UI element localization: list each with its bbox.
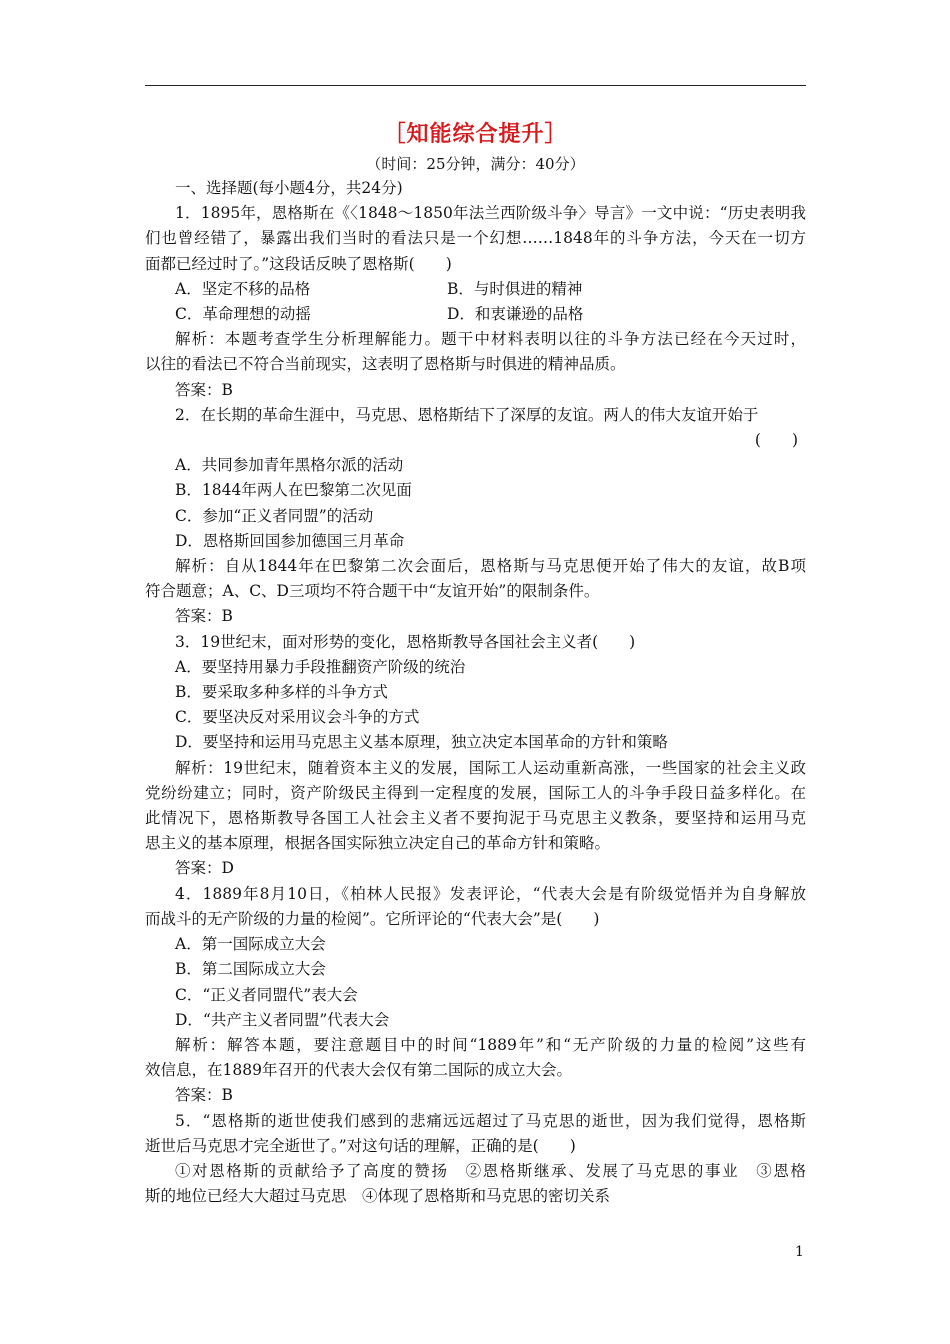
question-1 (145, 201, 806, 403)
q1-options-row (145, 277, 806, 302)
q1-stem-line: 面都已经过时了。”这段话反映了恩格斯( ) (145, 254, 452, 273)
q5-stem-line: 逝世后马克思才完全逝世了。”对这句话的理解，正确的是( ) (145, 1136, 576, 1155)
q4-explanation-line: 效信息，在1889年召开的代表大会仅有第二国际的成立大会。 (145, 1061, 572, 1080)
header-rule (145, 85, 806, 86)
q1-stem-line: 们也曾经错了，暴露出我们当时的看法只是一个幻想……1848年的斗争方法，今天在一切方 (145, 229, 806, 248)
question-2 (145, 403, 806, 630)
q4-explanation-line: 解析：解答本题，要注意题目中的时间“1889年”和“无产阶级的力量的检阅”这些有 (175, 1035, 806, 1054)
q2-stem-line: 2．在长期的革命生涯中，马克思、恩格斯结下了深厚的友谊。两人的伟大友谊开始于 (175, 405, 759, 424)
q5-statements-line: 斯的地位已经大大超过马克思 ④体现了恩格斯和马克思的密切关系 (145, 1187, 611, 1206)
q4-stem-line: 4．1889年8月10日，《柏林人民报》发表评论，“代表大会是有阶级觉悟并为自身解放 (175, 884, 806, 903)
question-3 (145, 630, 806, 882)
q1-options-row (145, 302, 806, 327)
q3-option-b: B．要采取多种多样的斗争方式 (175, 683, 388, 702)
q4-option-c: C．“正义者同盟代”表大会 (175, 985, 358, 1004)
question-5 (145, 1109, 806, 1210)
q2-option-b: B．1844年两人在巴黎第二次见面 (175, 481, 412, 500)
q1-option-c: C．革命理想的动摇 (175, 305, 311, 324)
page-title: ［知能综合提升］ (383, 121, 568, 147)
q3-explanation-line: 思主义的基本原理，根据各国实际独立决定自己的革命方针和策略。 (145, 834, 611, 853)
q3-explanation-line: 党纷纷建立；同时，资产阶级民主得到一定程度的发展，国际工人的斗争手段日益多样化。在 (145, 783, 806, 802)
section-heading: 一、选择题(每小题4分，共24分) (175, 179, 403, 197)
time-score-note: （时间：25分钟，满分：40分） (366, 155, 585, 173)
q3-explanation-line: 此情况下，恩格斯教导各国工人社会主义者不要拘泥于马克思主义教条，要坚持和运用马克 (145, 809, 806, 828)
q2-explanation-line: 解析：自从1844年在巴黎第二次会面后，恩格斯与马克思便开始了伟大的友谊，故B项 (175, 557, 806, 576)
q2-option-d: D．恩格斯回国参加德国三月革命 (175, 531, 405, 550)
q2-option-c: C．参加“正义者同盟”的活动 (175, 506, 374, 525)
q1-answer: 答案：B (175, 380, 233, 399)
q3-answer: 答案：D (175, 859, 234, 878)
q5-statements-line: ①对恩格斯的贡献给予了高度的赞扬 ②恩格斯继承、发展了马克思的事业 ③恩格 (175, 1161, 806, 1180)
q3-option-a: A．要坚持用暴力手段推翻资产阶级的统治 (175, 657, 466, 676)
q1-option-d: D．和衷谦逊的品格 (447, 305, 584, 324)
q1-stem-line: 1．1895年，恩格斯在《〈1848～1850年法兰西阶级斗争〉导言》一文中说：“历史表明我 (175, 204, 806, 223)
q4-option-a: A．第一国际成立大会 (175, 935, 326, 954)
question-4 (145, 882, 806, 1109)
page-content (145, 118, 806, 1209)
q4-stem-line: 而战斗的无产阶级的力量的检阅”。它所评论的“代表大会”是( ) (145, 909, 600, 928)
q3-explanation-line: 解析：19世纪末，随着资本主义的发展，国际工人运动重新高涨，一些国家的社会主义政 (175, 758, 806, 777)
page-number: 1 (795, 1244, 804, 1260)
q1-option-b: B．与时俱进的精神 (447, 279, 583, 298)
q4-answer: 答案：B (175, 1086, 233, 1105)
q4-option-d: D．“共产主义者同盟”代表大会 (175, 1010, 390, 1029)
q2-option-a: A．共同参加青年黑格尔派的活动 (175, 456, 404, 475)
q1-option-a: A．坚定不移的品格 (175, 279, 311, 298)
q2-explanation-line: 符合题意；A、C、D三项均不符合题干中“友谊开始”的限制条件。 (145, 582, 600, 601)
q4-option-b: B．第二国际成立大会 (175, 960, 326, 979)
q5-stem-line: 5．“恩格斯的逝世使我们感到的悲痛远远超过了马克思的逝世，因为我们觉得，恩格斯 (175, 1111, 806, 1130)
q3-option-d: D．要坚持和运用马克思主义基本原理，独立决定本国革命的方针和策略 (175, 733, 668, 752)
q1-explanation-line: 解析：本题考查学生分析理解能力。题干中材料表明以往的斗争方法已经在今天过时， (175, 330, 806, 349)
q2-answer: 答案：B (175, 607, 233, 626)
q2-answer-blank: ( ) (754, 431, 798, 450)
q3-stem-line: 3．19世纪末，面对形势的变化，恩格斯教导各国社会主义者( ) (175, 632, 636, 651)
q3-option-c: C．要坚决反对采用议会斗争的方式 (175, 708, 420, 727)
q1-explanation-line: 以往的看法已不符合当前现实，这表明了恩格斯与时俱进的精神品质。 (145, 355, 626, 374)
